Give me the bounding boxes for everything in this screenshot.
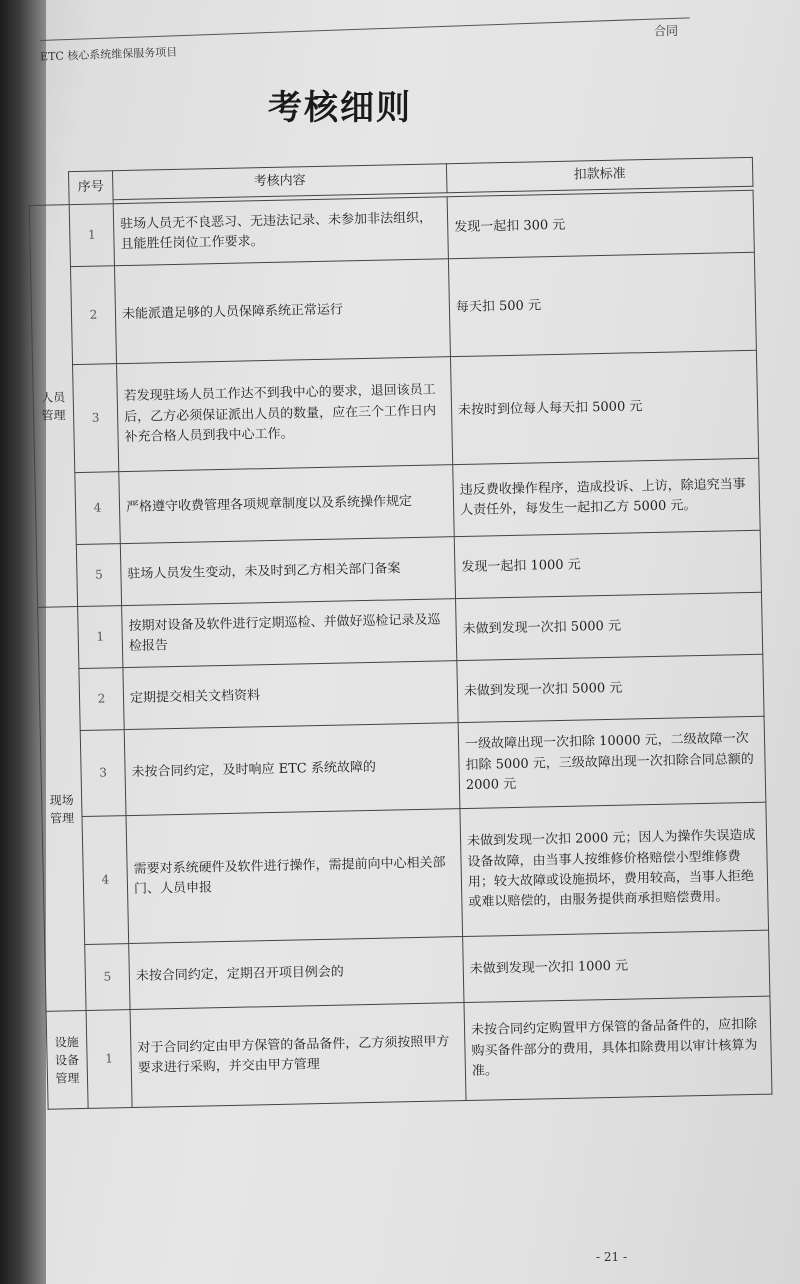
row-seq: 4 — [75, 472, 120, 545]
row-content: 未按合同约定，及时响应 ETC 系统故障的 — [124, 723, 460, 816]
header-doc-type: 合同 — [654, 24, 679, 38]
row-penalty: 每天扣 500 元 — [448, 252, 756, 356]
row-seq: 5 — [85, 944, 130, 1011]
row-content: 未能派遣足够的人员保障系统正常运行 — [114, 259, 450, 364]
row-content: 若发现驻场人员工作达不到我中心的要求，退回该员工后，乙方必须保证派出人员的数量，应在三个工作日内补充合格人员到我中心工作。 — [117, 357, 453, 472]
row-content: 未按合同约定，定期召开项目例会的 — [129, 937, 464, 1010]
row-penalty: 未做到发现一次扣 5000 元 — [456, 592, 763, 660]
table-row — [33, 350, 759, 473]
row-penalty: 违反费收操作程序，造成投诉、上访，除追究当事人责任外，每发生一起扣乙方 5000 元。 — [453, 458, 760, 536]
table-row — [42, 802, 769, 945]
table-row — [46, 996, 772, 1109]
header-rule — [40, 17, 690, 41]
group-label-facilities: 设施设备管理 — [46, 1011, 88, 1110]
page-title: 考核细则 — [268, 88, 412, 128]
row-content: 需要对系统硬件及软件进行操作，需提前向中心相关部门、人员申报 — [126, 809, 463, 944]
row-seq: 1 — [69, 204, 114, 267]
row-penalty: 未做到发现一次扣 2000 元；因人为操作失误造成设备故障，由当事人按维修价格赔偿小型维修费用；较大故障或设施损坏，费用较高，当事人拒绝或难以赔偿的，由服务提供商承担赔偿费用。 — [460, 802, 769, 936]
row-seq: 5 — [76, 544, 121, 607]
row-penalty: 未按合同约定购置甲方保管的备品备件的，应扣除购买备件部分的费用，具体扣除费用以审计核算为准。 — [464, 996, 772, 1100]
row-penalty: 一级故障出现一次扣除 10000 元，二级故障一次扣除 5000 元，三级故障出现一次扣除合同总额的 2000 元 — [458, 716, 766, 808]
row-seq: 3 — [73, 364, 119, 473]
table-row — [40, 716, 766, 817]
row-penalty: 发现一起扣 1000 元 — [454, 530, 761, 598]
row-content: 按期对设备及软件进行定期巡检、并做好巡检记录及巡检报告 — [122, 599, 457, 668]
header-content: 考核内容 — [112, 164, 447, 200]
row-seq: 1 — [78, 606, 123, 669]
row-penalty: 发现一起扣 300 元 — [447, 190, 754, 258]
table-row — [31, 252, 757, 365]
row-penalty: 未做到发现一次扣 1000 元 — [463, 930, 770, 1002]
row-content: 对于合同约定由甲方保管的备品备件，乙方须按照甲方要求进行采购，并交由甲方管理 — [130, 1003, 466, 1108]
row-content: 驻场人员无不良恶习、无违法记录、未参加非法组织，且能胜任岗位工作要求。 — [113, 197, 448, 266]
header-seq: 序号 — [69, 171, 114, 205]
row-content: 定期提交相关文档资料 — [123, 661, 458, 730]
row-seq: 4 — [82, 816, 129, 945]
group-label-personnel: 人员管理 — [29, 205, 77, 608]
row-seq: 3 — [80, 730, 126, 817]
row-content: 严格遵守收费管理各项规章制度以及系统操作规定 — [119, 465, 454, 544]
row-penalty: 未按时到位每人每天扣 5000 元 — [450, 350, 758, 464]
group-label-site: 现场管理 — [38, 607, 86, 1012]
header-penalty: 扣款标准 — [446, 157, 753, 193]
page-number: - 21 - — [596, 1250, 628, 1264]
row-seq: 1 — [86, 1010, 132, 1109]
assessment-table — [28, 157, 772, 1110]
row-content: 驻场人员发生变动，未及时到乙方相关部门备案 — [120, 537, 455, 606]
header-spacer — [29, 172, 70, 206]
row-seq: 2 — [70, 266, 116, 365]
row-penalty: 未做到发现一次扣 5000 元 — [457, 654, 764, 722]
header-project-name: ETC 核心系统维保服务项目 — [39, 45, 178, 64]
row-seq: 2 — [79, 668, 124, 731]
